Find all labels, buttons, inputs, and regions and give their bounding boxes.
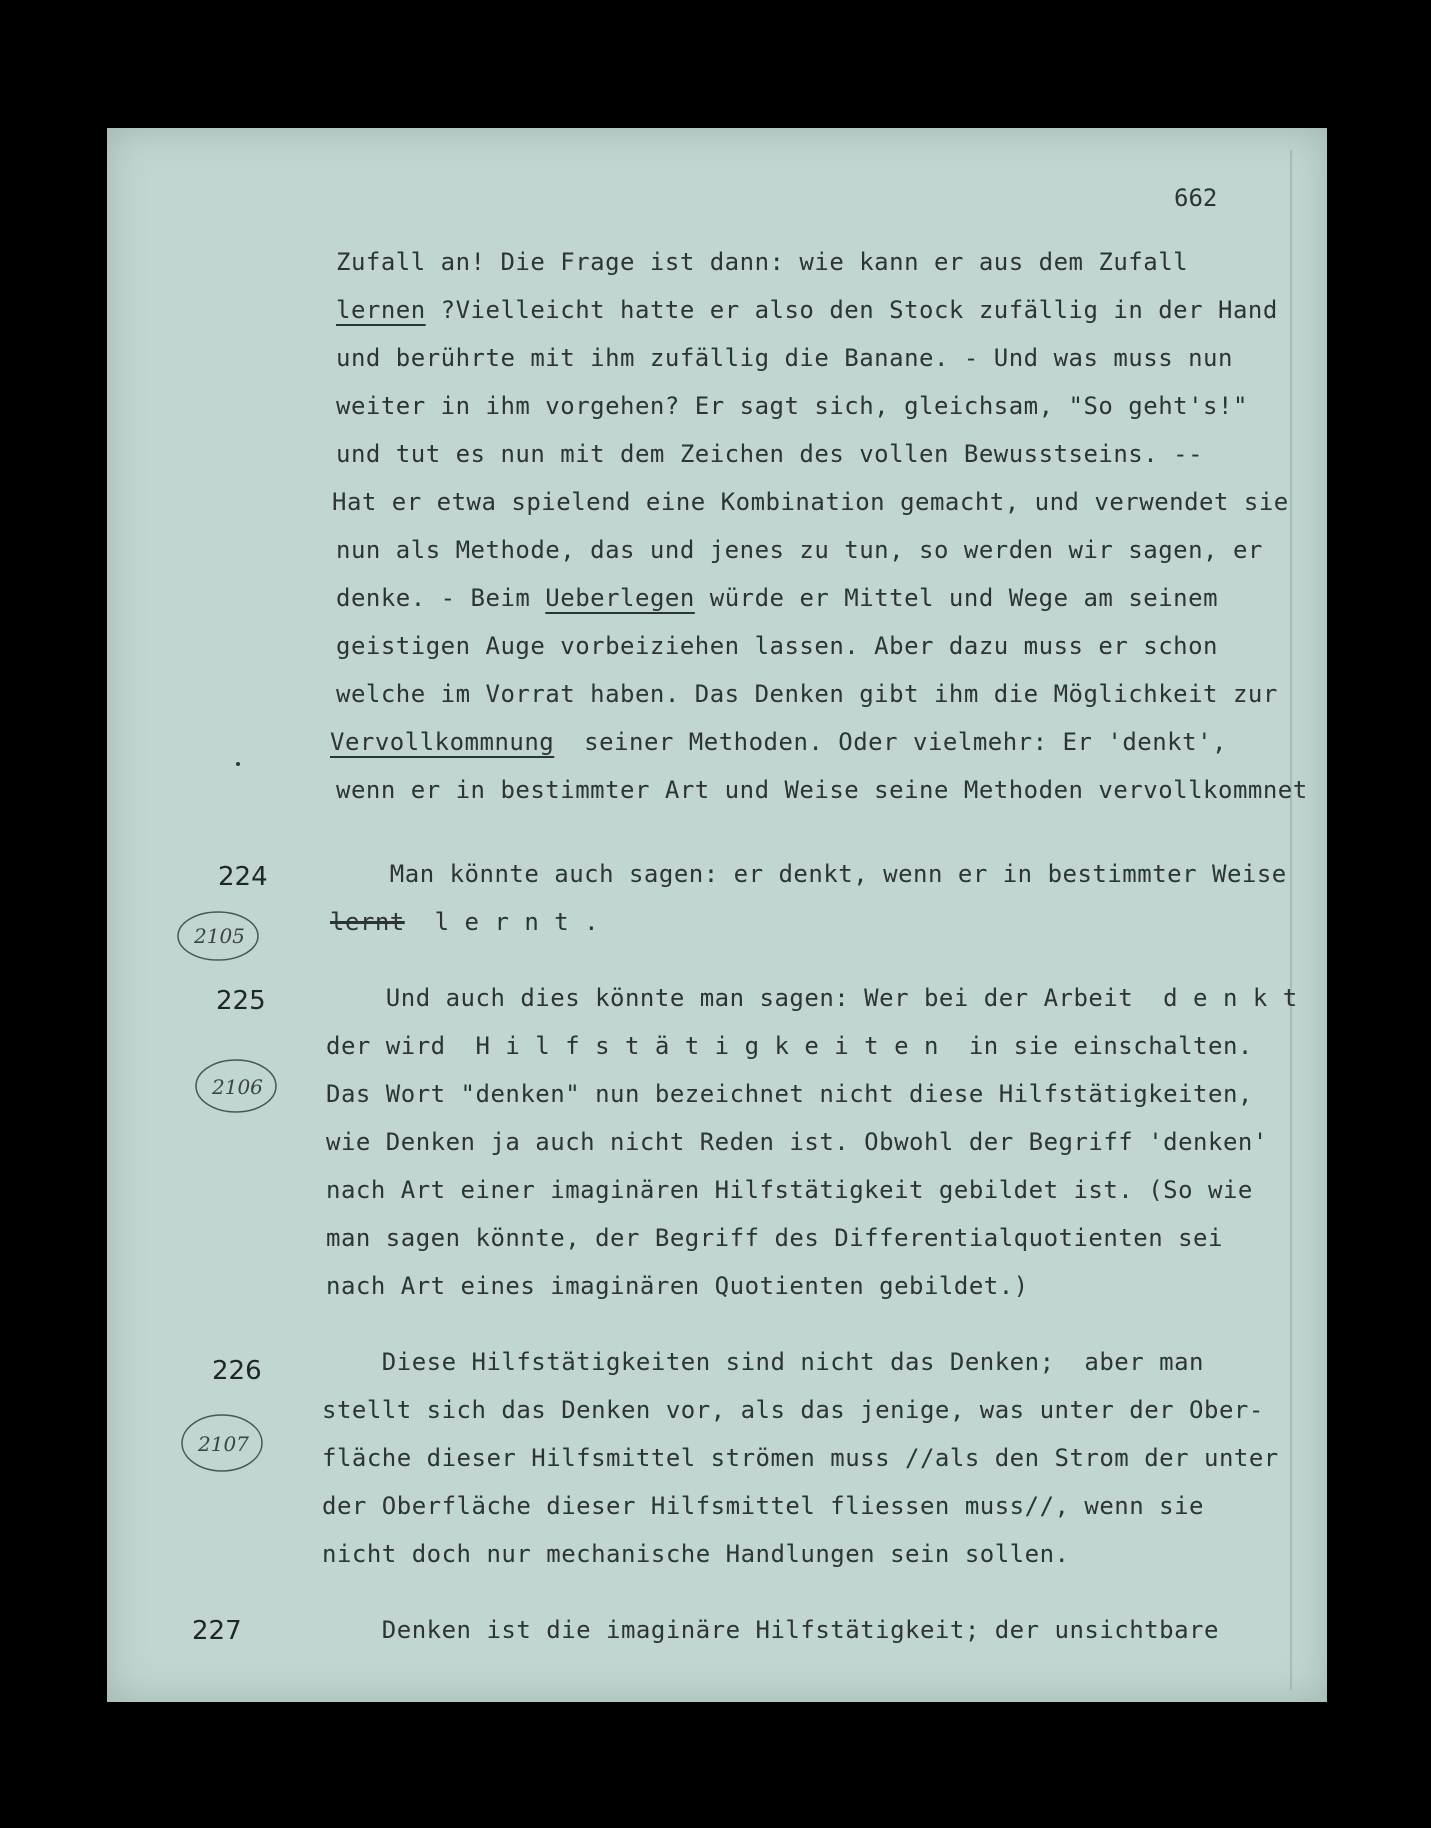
text-line: nach Art eines imaginären Quotienten gebildet.) [326, 1272, 1029, 1300]
text-line: und berührte mit ihm zufällig die Banane. - Und was muss nun [336, 344, 1233, 372]
text-line: wenn er in bestimmter Art und Weise seine Methoden vervollkommnet [336, 776, 1308, 804]
text-line: weiter in ihm vorgehen? Er sagt sich, gleichsam, "So geht's!" [336, 392, 1248, 420]
paragraph-226 [322, 1348, 1279, 1568]
text-line: nicht doch nur mechanische Handlungen sein sollen. [322, 1540, 1070, 1568]
text-line: wie Denken ja auch nicht Reden ist. Obwohl der Begriff 'denken' [326, 1128, 1268, 1156]
text-line: Denken ist die imaginäre Hilfstätigkeit; der unsichtbare [322, 1616, 1219, 1644]
text-line: Vervollkommnung seiner Methoden. Oder vielmehr: Er 'denkt', [330, 728, 1227, 756]
handwritten-circled-number [174, 906, 270, 966]
text-line: welche im Vorrat haben. Das Denken gibt ihm die Möglichkeit zur [336, 680, 1278, 708]
margin-dot [236, 762, 240, 766]
text-line: geistigen Auge vorbeiziehen lassen. Aber dazu muss er schon [336, 632, 1219, 660]
section-number: 224 [218, 862, 268, 892]
text-line: Das Wort "denken" nun bezeichnet nicht diese Hilfstätigkeiten, [326, 1080, 1253, 1108]
paragraph-227 [322, 1616, 1219, 1672]
text-line: und tut es nun mit dem Zeichen des vollen Bewusstseins. -- [336, 440, 1204, 468]
text-line: fläche dieser Hilfsmittel strömen muss //als den Strom der unter [322, 1444, 1279, 1472]
text-line: nach Art einer imaginären Hilfstätigkeit gebildet ist. (So wie [326, 1176, 1253, 1204]
struck-word: lernt [330, 908, 405, 936]
text-line: nun als Methode, das und jenes zu tun, so werden wir sagen, er [336, 536, 1263, 564]
text-line: man sagen könnte, der Begriff des Differentialquotienten sei [326, 1224, 1223, 1252]
paragraph-224 [330, 860, 1287, 944]
text-line: der wird H i l f s t ä t i g k e i t e n in sie einschalten. [326, 1032, 1253, 1060]
section-number: 226 [212, 1356, 262, 1386]
handwritten-number: 2105 [194, 924, 245, 948]
handwritten-circled-number [176, 1408, 272, 1478]
handwritten-circled-number [190, 1054, 286, 1118]
page-fold-line [1290, 150, 1292, 1690]
paragraph-continuation [330, 248, 1308, 804]
underlined-word: Vervollkommnung [330, 728, 555, 756]
handwritten-number: 2107 [198, 1432, 249, 1456]
text-line: Man könnte auch sagen: er denkt, wenn er in bestimmter Weise [330, 860, 1287, 888]
underlined-word: Ueberlegen [545, 584, 695, 612]
text-line: Und auch dies könnte man sagen: Wer bei der Arbeit d e n k t [326, 984, 1298, 1012]
text-line: Zufall an! Die Frage ist dann: wie kann er aus dem Zufall [336, 248, 1189, 276]
underlined-word: lernen [336, 296, 426, 324]
text-line: lernen ?Vielleicht hatte er also den Stock zufällig in der Hand [336, 296, 1278, 324]
text-line: lernt l e r n t . [330, 908, 600, 936]
paragraph-225 [326, 984, 1298, 1300]
page-number: 662 [1174, 184, 1218, 212]
section-number: 227 [192, 1616, 242, 1646]
text-line: der Oberfläche dieser Hilfsmittel fliessen muss//, wenn sie [322, 1492, 1205, 1520]
text-line: denke. - Beim Ueberlegen würde er Mittel und Wege am seinem [336, 584, 1219, 612]
text-line: Hat er etwa spielend eine Kombination gemacht, und verwendet sie [332, 488, 1289, 516]
section-number: 225 [216, 986, 266, 1016]
text-line: Diese Hilfstätigkeiten sind nicht das Denken; aber man [322, 1348, 1205, 1376]
text-line: stellt sich das Denken vor, als das jenige, was unter der Ober- [322, 1396, 1264, 1424]
handwritten-number: 2106 [212, 1075, 263, 1099]
